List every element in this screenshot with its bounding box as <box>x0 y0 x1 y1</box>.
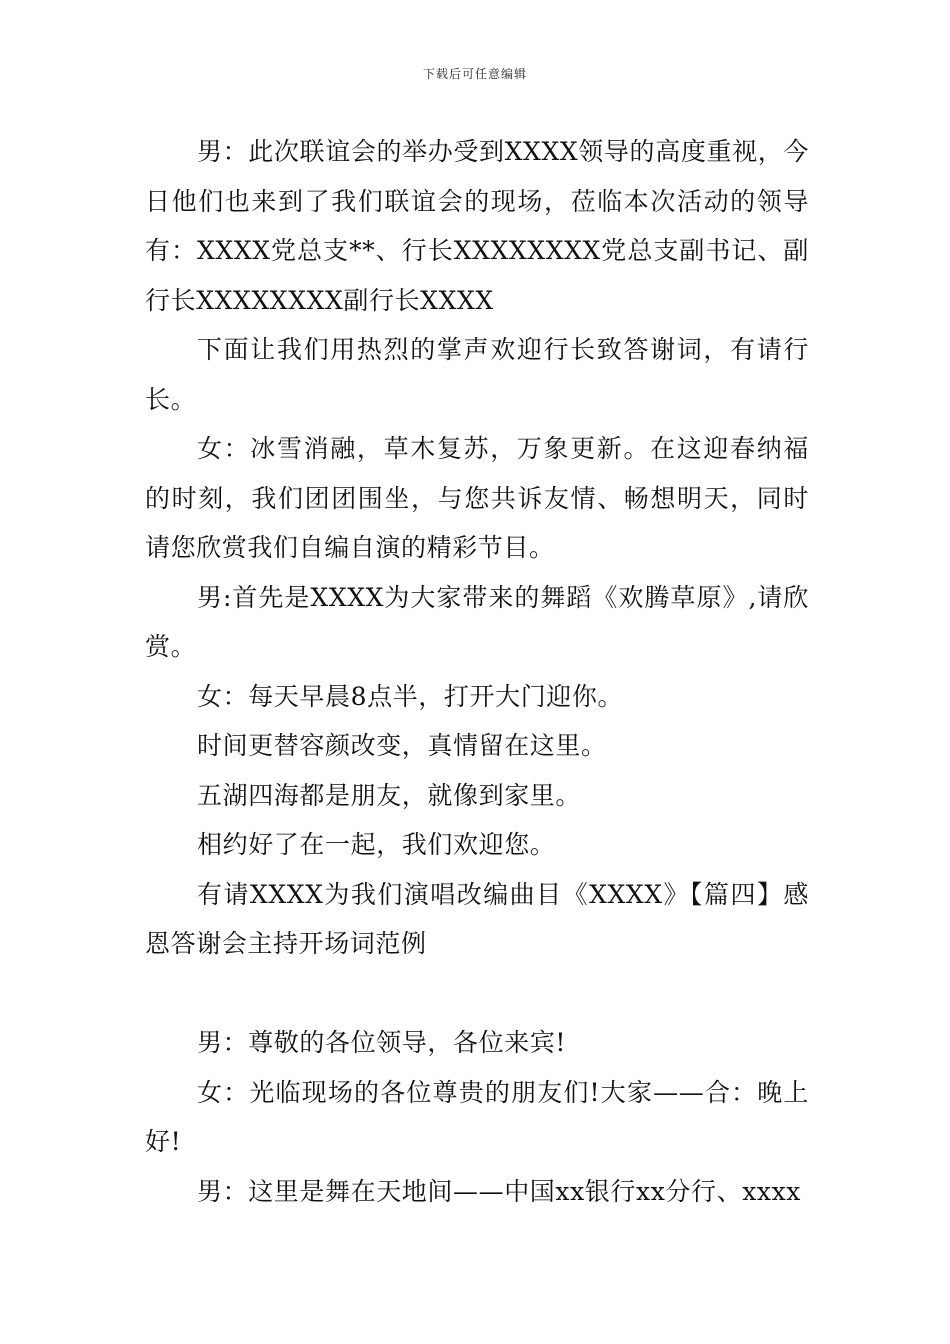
paragraph: 男：此次联谊会的举办受到XXXX领导的高度重视，今日他们也来到了我们联谊会的现场，莅临本次活动的领导有：XXXX党总支**、行长XXXXXXXX党总支副书记、副行长XXXXXXXX副行长XXXX <box>145 137 809 315</box>
paragraph: 下面让我们用热烈的掌声欢迎行长致答谢词，有请行长。 <box>145 335 809 414</box>
paragraph: 女：光临现场的各位尊贵的朋友们!大家——合：晚上好! <box>145 1077 809 1156</box>
document-body <box>145 127 809 1216</box>
paragraph: 男：这里是舞在天地间——中国xx银行xx分行、xxxx <box>197 1176 801 1206</box>
paragraph: 男：尊敬的各位领导，各位来宾! <box>197 1028 567 1057</box>
paragraph: 相约好了在一起，我们欢迎您。 <box>197 830 556 859</box>
paragraph: 女：每天早晨8点半，打开大门迎你。 <box>197 681 624 711</box>
page-header: 下载后可任意编辑 <box>422 67 527 81</box>
paragraph: 有请XXXX为我们演唱改编曲目《XXXX》【篇四】感恩答谢会主持开场词范例 <box>145 879 809 958</box>
paragraph: 时间更替容颜改变，真情留在这里。 <box>197 731 607 760</box>
paragraph: 女：冰雪消融，草木复苏，万象更新。在这迎春纳福的时刻，我们团团围坐，与您共诉友情、畅想明天，同时请您欣赏我们自编自演的精彩节目。 <box>145 434 809 562</box>
paragraph: 五湖四海都是朋友，就像到家里。 <box>197 780 582 810</box>
paragraph: 男:首先是XXXX为大家带来的舞蹈《欢腾草原》,请欣赏。 <box>145 582 809 661</box>
blank-line <box>145 969 809 1019</box>
